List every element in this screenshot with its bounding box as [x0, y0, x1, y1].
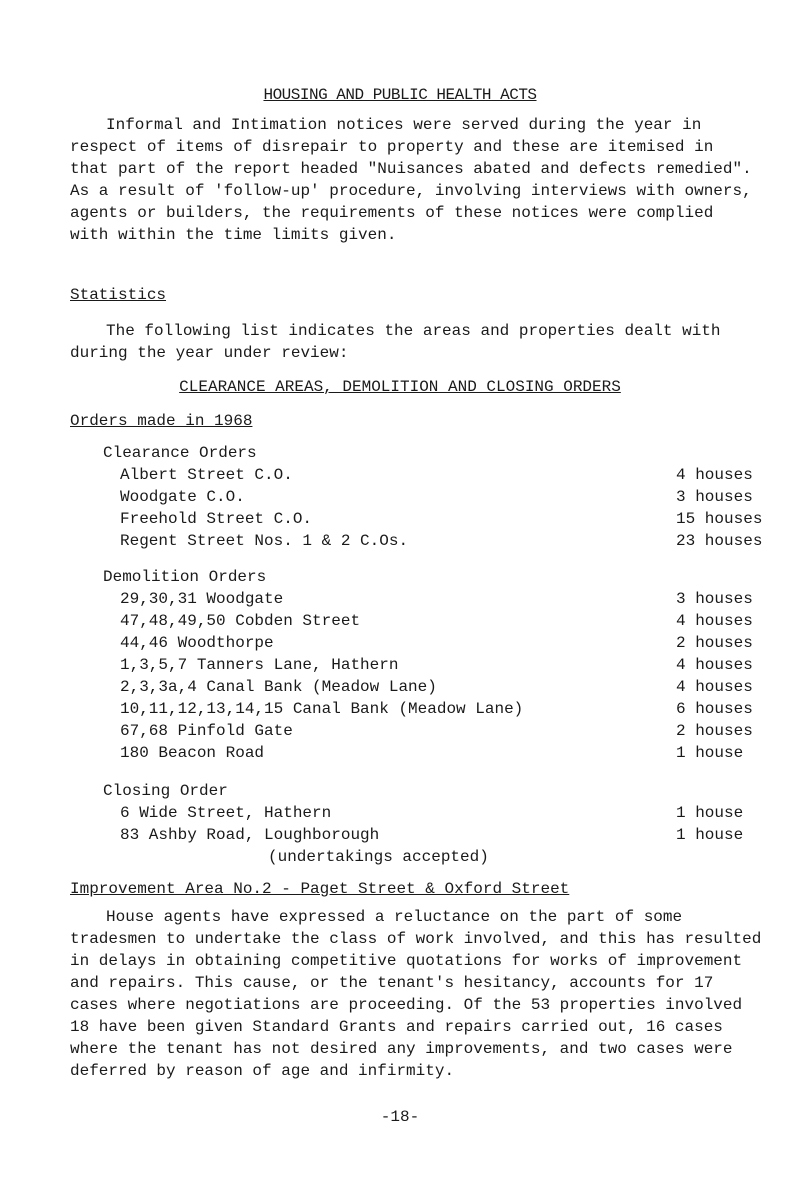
- improvement-heading: Improvement Area No.2 - Paget Street & Oxford Street: [70, 880, 570, 898]
- improvement-line: and repairs. This cause, or the tenant's hesitancy, accounts for 17: [70, 974, 714, 992]
- property-name: Regent Street Nos. 1 & 2 C.Os.: [120, 532, 409, 550]
- intro-line: As a result of 'follow-up' procedure, involving interviews with owners,: [70, 182, 752, 200]
- list-item: [120, 532, 763, 554]
- list-item: [120, 826, 744, 848]
- property-name: Freehold Street C.O.: [120, 510, 313, 528]
- clearance-orders-label: Clearance Orders: [103, 444, 257, 462]
- property-name: 83 Ashby Road, Loughborough: [120, 826, 380, 844]
- property-name: 2,3,3a,4 Canal Bank (Meadow Lane): [120, 678, 437, 696]
- statistics-paragraph: [70, 320, 760, 364]
- intro-line: respect of items of disrepair to property and these are itemised in: [70, 138, 714, 156]
- list-item: [120, 510, 763, 532]
- property-name: Albert Street C.O.: [120, 466, 293, 484]
- house-count: 4 houses: [676, 678, 753, 696]
- improvement-line: 18 have been given Standard Grants and repairs carried out, 16 cases: [70, 1018, 723, 1036]
- section-heading: CLEARANCE AREAS, DEMOLITION AND CLOSING ORDERS: [179, 378, 621, 396]
- list-item: [120, 612, 753, 634]
- house-count: 4 houses: [676, 612, 753, 630]
- house-count: 2 houses: [676, 722, 753, 740]
- house-count: 1 house: [676, 826, 744, 844]
- list-item: [120, 656, 753, 678]
- house-count: 23 houses: [676, 532, 763, 550]
- improvement-line: House agents have expressed a reluctance on the part of some: [106, 908, 683, 926]
- list-item: [120, 722, 753, 744]
- demolition-orders-label: Demolition Orders: [103, 568, 267, 586]
- list-item: [120, 744, 744, 766]
- house-count: 1 house: [676, 744, 744, 762]
- house-count: 4 houses: [676, 656, 753, 674]
- house-count: 6 houses: [676, 700, 753, 718]
- intro-line: that part of the report headed "Nuisances abated and defects remedied".: [70, 160, 752, 178]
- list-item: [120, 678, 753, 700]
- list-item: [120, 466, 753, 488]
- property-name: 44,46 Woodthorpe: [120, 634, 274, 652]
- intro-line: with within the time limits given.: [70, 226, 397, 244]
- list-item: [120, 590, 753, 612]
- statistics-line: during the year under review:: [70, 344, 349, 362]
- house-count: 3 houses: [676, 590, 753, 608]
- list-item: [120, 700, 753, 722]
- intro-line: agents or builders, the requirements of these notices were complied: [70, 204, 714, 222]
- property-name: 67,68 Pinfold Gate: [120, 722, 293, 740]
- improvement-line: where the tenant has not desired any improvements, and two cases were: [70, 1040, 733, 1058]
- improvement-line: deferred by reason of age and infirmity.: [70, 1062, 455, 1080]
- property-name: 47,48,49,50 Cobden Street: [120, 612, 361, 630]
- house-count: 3 houses: [676, 488, 753, 506]
- house-count: 1 house: [676, 804, 744, 822]
- improvement-line: in delays in obtaining competitive quotations for works of improvement: [70, 952, 743, 970]
- undertakings-note: (undertakings accepted): [268, 848, 489, 866]
- statistics-heading: Statistics: [70, 286, 167, 304]
- improvement-line: tradesmen to undertake the class of work involved, and this has resulted: [70, 930, 762, 948]
- list-item: [120, 634, 753, 656]
- property-name: 180 Beacon Road: [120, 744, 265, 762]
- list-item: [120, 804, 744, 826]
- page-number: -18-: [380, 1108, 420, 1126]
- property-name: Woodgate C.O.: [120, 488, 245, 506]
- intro-paragraph: [70, 114, 760, 246]
- improvement-paragraph: [70, 906, 760, 1082]
- page-title: HOUSING AND PUBLIC HEALTH ACTS: [263, 86, 537, 104]
- house-count: 15 houses: [676, 510, 763, 528]
- improvement-line: cases where negotiations are proceeding. Of the 53 properties involved: [70, 996, 743, 1014]
- property-name: 1,3,5,7 Tanners Lane, Hathern: [120, 656, 399, 674]
- property-name: 29,30,31 Woodgate: [120, 590, 284, 608]
- statistics-line: The following list indicates the areas and properties dealt with: [106, 322, 721, 340]
- house-count: 2 houses: [676, 634, 753, 652]
- property-name: 10,11,12,13,14,15 Canal Bank (Meadow Lane): [120, 700, 524, 718]
- intro-line: Informal and Intimation notices were served during the year in: [106, 116, 702, 134]
- list-item: [120, 488, 753, 510]
- orders-heading: Orders made in 1968: [70, 412, 253, 430]
- house-count: 4 houses: [676, 466, 753, 484]
- property-name: 6 Wide Street, Hathern: [120, 804, 332, 822]
- closing-order-label: Closing Order: [103, 782, 228, 800]
